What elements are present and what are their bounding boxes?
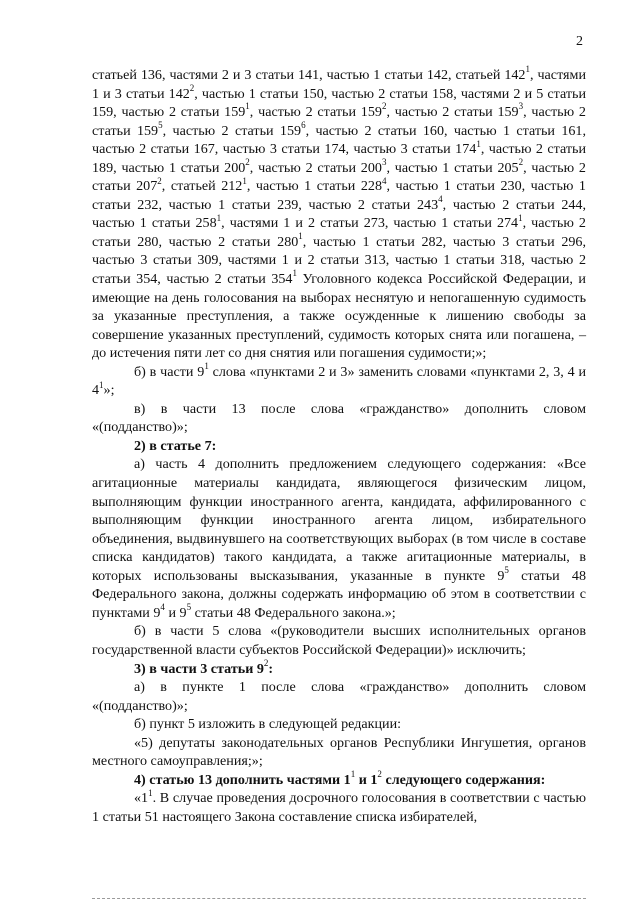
superscript-index: 2 — [157, 175, 162, 186]
bold-text: 2) в статье 7: — [134, 437, 217, 454]
bold-text: следующего содержания: — [381, 771, 546, 788]
superscript-index: 4 — [382, 175, 387, 186]
text-run: , частью 2 статьи 200 — [249, 159, 382, 176]
superscript-index: 1 — [242, 175, 247, 186]
superscript-index: 1 — [350, 769, 356, 780]
superscript-index: 1 — [525, 64, 530, 75]
text-run: статьей 136, частями 2 и 3 статьи 141, частью 1 статьи 142, статьей 142 — [92, 67, 526, 83]
text-run: б) в части 9 — [134, 363, 205, 380]
paragraph — [92, 622, 586, 659]
text-run: , частями 1 и 2 статьи 273, частью 1 статьи 274 — [221, 215, 519, 232]
superscript-index: 2 — [245, 157, 250, 168]
text-run: «5) депутаты законодательных органов Республики Ингушетия, органов местного самоуправления;»; — [92, 734, 586, 770]
superscript-index: 4 — [160, 602, 165, 613]
text-run: и 9 — [164, 604, 187, 621]
paragraph — [92, 437, 586, 456]
bold-text: и 1 — [355, 771, 378, 788]
paragraph — [92, 363, 586, 400]
superscript-index: 1 — [204, 361, 209, 372]
text-run: , частью 2 статьи 159 — [92, 104, 586, 139]
superscript-index: 1 — [99, 379, 104, 390]
superscript-index: 1 — [245, 101, 250, 112]
text-run: а) часть 4 дополнить предложением следующего содержания: «Все агитационные материалы кандидата, являющегося физическим лицом, выполняющим функции иностранного агента, кандидата, аффилированного с выполняющим функции иностранного агента лицом, избирательного объединения, выдвинувшего на соответствующих выборах (в том числе в составе списка кандидатов) такого кандидата, а также агитационные материалы, в которых использованы высказывания, указанные в пункте 9 — [92, 456, 586, 584]
superscript-index: 1 — [216, 212, 222, 223]
superscript-index: 1 — [292, 268, 297, 279]
text-run: в) в части 13 после слова «гражданство» дополнить словом «(подданство)»; — [92, 400, 586, 436]
text-run: , частью 1 статьи 205 — [386, 159, 519, 176]
paragraph — [92, 657, 586, 679]
paragraph — [92, 734, 586, 771]
text-run: б) в части 5 слова «(руководители высших исполнительных органов государственной власти субъектов Российской Федерации)» исключить; — [92, 623, 586, 658]
text-run: , частью 2 статьи 244, частью 1 статьи 258 — [92, 196, 586, 232]
text-run: »; — [103, 382, 115, 399]
text-run: , частью 2 статьи 159 — [162, 122, 302, 139]
superscript-index: 2 — [377, 769, 382, 780]
text-run: , частью 2 статьи 189, частью 1 статьи 200 — [92, 141, 586, 176]
text-run: слова «пунктами 2 и 3» заменить словами «пунктами 2, 3, 4 и 4 — [92, 363, 587, 399]
paragraph — [92, 789, 586, 826]
text-run: , частью 1 статьи 228 — [246, 178, 382, 195]
text-run: б) пункт 5 изложить в следующей редакции: — [134, 716, 402, 733]
paragraph — [92, 455, 586, 622]
text-run: , частью 1 статьи 150, частью 2 статьи 158, частями 2 и 5 статьи 159, частью 2 статьи 159 — [92, 85, 586, 121]
superscript-index: 4 — [438, 194, 443, 205]
superscript-index: 1 — [476, 138, 481, 149]
superscript-index: 2 — [263, 657, 269, 668]
superscript-index: 5 — [186, 602, 192, 613]
text-run: , частью 1 статьи 230, частью 1 статьи 232, частью 1 статьи 239, частью 2 статьи 243 — [92, 178, 586, 213]
text-run: статьи 48 Федерального закона, должны содержать информацию об этом в соответствии с пунктами 9 — [92, 567, 586, 621]
superscript-index: 1 — [298, 231, 303, 242]
paragraph — [92, 715, 586, 734]
bold-text: : — [268, 660, 274, 677]
text-run: «1 — [134, 790, 149, 807]
paragraph — [92, 400, 586, 437]
text-run: , частью 2 статьи 159 — [386, 104, 519, 121]
text-run: , частью 2 статьи 207 — [92, 159, 586, 195]
superscript-index: 2 — [518, 157, 524, 168]
superscript-index: 3 — [381, 157, 387, 168]
text-run: , частью 2 статьи 280, частью 2 статьи 280 — [92, 215, 586, 250]
text-run: а) в пункте 1 после слова «гражданство» дополнить словом «(подданство)»; — [92, 679, 586, 714]
text-run: Уголовного кодекса Российской Федерации, и имеющие на день голосования на выборах неснятую и непогашенную судимость за указанные преступления, а также осужденные к лишению свободы за совершение указанных преступлений, судимость которых снята или погашена, – до истечения пяти лет со дня снятия или погашения судимости;»; — [92, 271, 586, 362]
superscript-index: 1 — [518, 212, 523, 223]
text-run: , статьей 212 — [161, 178, 243, 195]
paragraph — [92, 771, 586, 790]
document-body — [92, 66, 586, 826]
text-run: . В случае проведения досрочного голосования в соответствии с частью 1 статьи 51 настоящего Закона составление списка избирателей, — [92, 790, 586, 825]
bold-text: 3) в части 3 статьи 9 — [134, 660, 264, 677]
superscript-index: 6 — [301, 119, 306, 130]
text-run: , частью 1 статьи 282, частью 3 статьи 296, частью 3 статьи 309, частями 1 и 2 статьи 313, частью 1 статьи 318, частью 2 статьи 354, частью 2 статьи 354 — [92, 233, 586, 288]
bold-text: 4) статью 13 дополнить частями 1 — [134, 771, 351, 788]
paragraph — [92, 678, 586, 715]
superscript-index: 2 — [189, 82, 195, 93]
page-number: 2 — [576, 34, 583, 49]
text-run: , частями 1 и 3 статьи 142 — [92, 67, 586, 102]
paragraph — [92, 66, 586, 363]
text-run: , частью 2 статьи 160, частью 1 статьи 161, частью 2 статьи 167, частью 3 статьи 174, частью 3 статьи 174 — [92, 122, 586, 158]
superscript-index: 2 — [381, 101, 387, 112]
superscript-index: 5 — [504, 565, 509, 576]
superscript-index: 5 — [158, 119, 163, 130]
text-run: статьи 48 Федерального закона.»; — [191, 604, 396, 621]
text-run: , частью 2 статьи 159 — [249, 104, 382, 121]
footer-divider — [92, 898, 586, 899]
superscript-index: 3 — [518, 101, 524, 112]
superscript-index: 1 — [148, 787, 153, 798]
